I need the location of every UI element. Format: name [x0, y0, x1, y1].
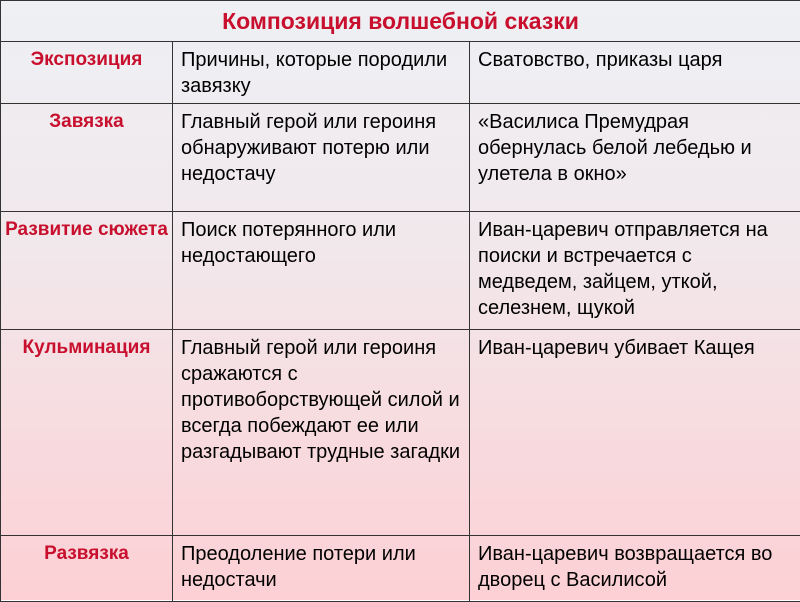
table-title-row — [1, 1, 800, 42]
stage-label: Развязка — [1, 536, 173, 602]
table-row — [1, 104, 800, 212]
stage-label: Развитие сюжета — [1, 212, 173, 330]
stage-description: Преодоление потери или недостачи — [173, 536, 470, 602]
stage-example: Иван-царевич отправляется на поиски и встречается с медведем, зайцем, уткой, селезнем, щукой — [470, 212, 800, 330]
stage-example: Сватовство, приказы царя — [470, 42, 800, 104]
stage-example: «Василиса Премудрая обернулась белой лебедью и улетела в окно» — [470, 104, 800, 212]
stage-example: Иван-царевич возвращается во дворец с Василисой — [470, 536, 800, 602]
table-title: Композиция волшебной сказки — [1, 1, 800, 42]
stage-label: Экспозиция — [1, 42, 173, 104]
stage-description: Главный герой или героиня сражаются с противоборствующей силой и всегда побеждают ее или разгадывают трудные загадки — [173, 330, 470, 536]
table-row — [1, 536, 800, 602]
stage-description: Главный герой или героиня обнаруживают потерю или недостачу — [173, 104, 470, 212]
stage-example: Иван-царевич убивает Кащея — [470, 330, 800, 536]
table-row — [1, 212, 800, 330]
stage-description: Причины, которые породили завязку — [173, 42, 470, 104]
table-row — [1, 330, 800, 536]
stage-description: Поиск потерянного или недостающего — [173, 212, 470, 330]
stage-label: Завязка — [1, 104, 173, 212]
stage-label: Кульминация — [1, 330, 173, 536]
table-row — [1, 42, 800, 104]
